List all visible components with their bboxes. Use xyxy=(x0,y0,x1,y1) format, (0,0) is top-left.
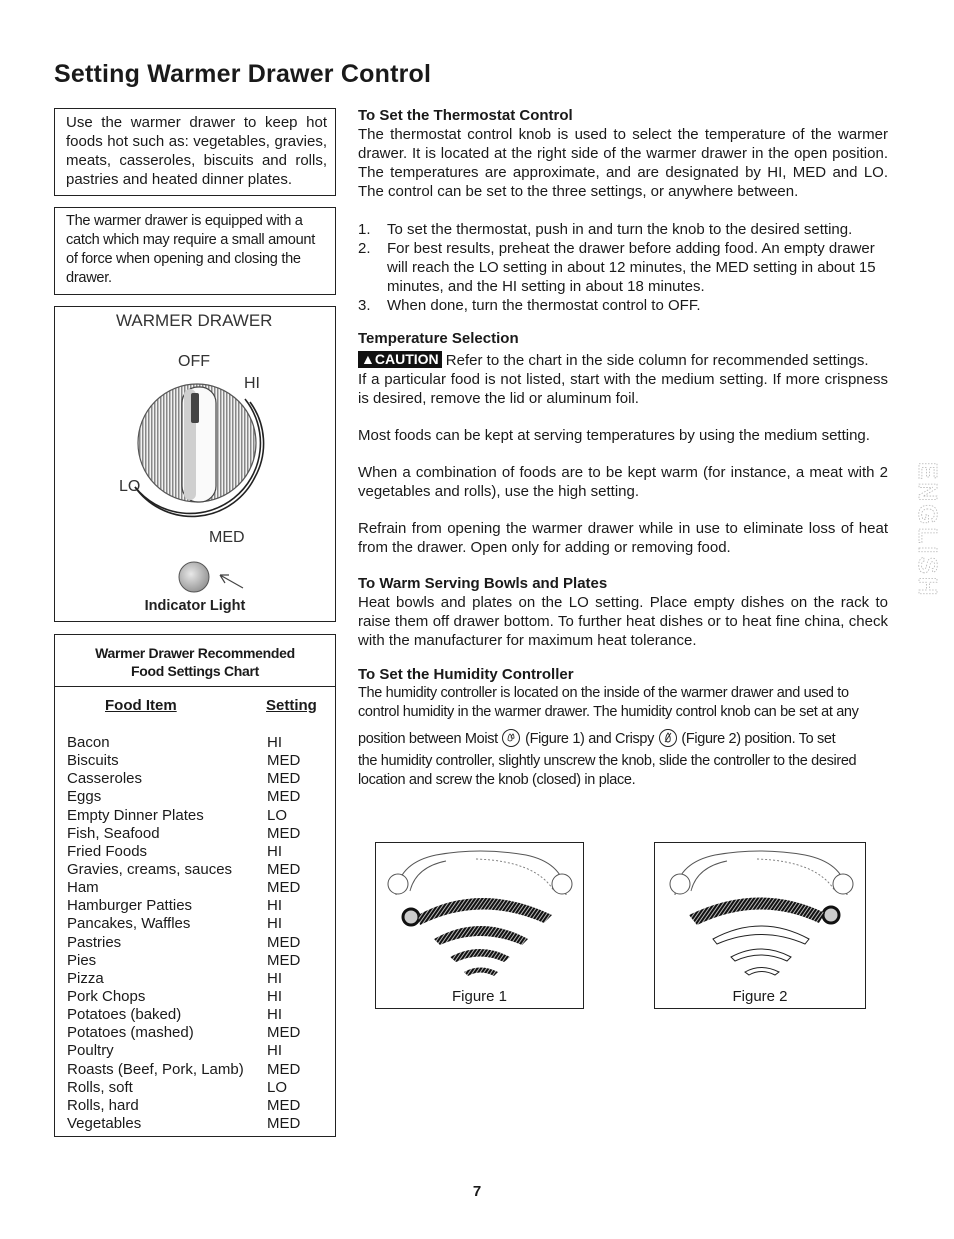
food-setting: MED xyxy=(267,1060,301,1078)
food-item: Vegetables xyxy=(67,1114,142,1132)
chart-title-line2: Food Settings Chart xyxy=(130,663,260,679)
food-row xyxy=(67,879,329,897)
step-item: 2. For best results, preheat the drawer before adding food. An empty drawer will reach the LO setting in about 12 minutes, the MED setting in about 15 minutes, and the HI setting in about 18 minutes. xyxy=(358,240,876,295)
temperature-heading: Temperature Selection xyxy=(358,330,519,347)
caution-badge: ▲CAUTION xyxy=(358,351,442,368)
food-item: Rolls, hard xyxy=(67,1096,139,1114)
med-label: MED xyxy=(209,529,245,546)
food-setting: MED xyxy=(267,752,301,770)
thermostat-body: The thermostat control knob is used to select the temperature of the warmer drawer. It is located at the right side of the warmer drawer in the open position. The temperatures are approximate, and are designated by HI, MED and LO. The control can be set to the three settings, or anywhere between. xyxy=(358,126,888,200)
humidity-position-line: position between Moist (Figure 1) and Crispy (Figure 2) position. To set xyxy=(358,728,888,749)
food-settings-chart xyxy=(54,634,336,1137)
setting-header: Setting xyxy=(266,697,317,714)
usage-note xyxy=(54,108,336,196)
food-item: Roasts (Beef, Pork, Lamb) xyxy=(67,1060,244,1078)
bowls-heading: To Warm Serving Bowls and Plates xyxy=(358,575,608,592)
figure-1-caption: Figure 1 xyxy=(451,988,508,1005)
temperature-p1: If a particular food is not listed, start with the medium setting. If more crispness is desired, remove the lid or aluminum foil. xyxy=(358,371,888,407)
page-number: 7 xyxy=(472,1183,482,1200)
food-row xyxy=(67,1079,329,1097)
page-title: Setting Warmer Drawer Control xyxy=(54,60,432,88)
food-item: Pork Chops xyxy=(67,987,146,1005)
food-item: Pizza xyxy=(67,969,104,987)
indicator-light-label: Indicator Light xyxy=(144,598,246,614)
thermostat-heading: To Set the Thermostat Control xyxy=(358,107,573,124)
caution-line: ▲CAUTION Refer to the chart in the side column for recommended settings. xyxy=(358,351,888,370)
food-row xyxy=(67,1097,329,1115)
food-row xyxy=(67,825,329,843)
bowls-body: Heat bowls and plates on the LO setting. Place empty dishes on the rack to raise them off drawer bottom. To further heat dishes or to heat fine china, check with the manufacturer for maximum heat tolerance. xyxy=(358,594,888,649)
food-row xyxy=(67,788,329,806)
food-setting: MED xyxy=(267,1096,301,1114)
usage-note-text: Use the warmer drawer to keep hot foods hot such as: vegetables, gravies, meats, casseroles, biscuits and rolls, pastries and heated dinner plates. xyxy=(66,114,327,188)
language-tab-text: ENGLISH xyxy=(913,462,943,599)
step-item: 3. When done, turn the thermostat control to OFF. xyxy=(358,297,701,314)
warmer-drawer-diagram xyxy=(54,306,336,622)
food-item: Casseroles xyxy=(67,770,143,788)
food-setting: HI xyxy=(267,987,282,1005)
humidity-body1: The humidity controller is located on the inside of the warmer drawer and used to control humidity in the warmer drawer. The humidity control knob can be set at any xyxy=(358,685,859,720)
food-item: Pastries xyxy=(67,933,122,951)
food-setting: MED xyxy=(267,1114,301,1132)
food-row xyxy=(67,1115,329,1133)
food-item: Gravies, creams, sauces xyxy=(67,860,233,878)
temperature-p3: When a combination of foods are to be kept warm (for instance, a meat with 2 vegetables and rolls), use the high setting. xyxy=(358,464,888,500)
chart-title-line1: Warmer Drawer Recommended xyxy=(95,645,295,661)
diagram-heading: WARMER DRAWER xyxy=(116,311,273,330)
food-row xyxy=(67,861,329,879)
food-row xyxy=(67,1042,329,1060)
language-tab xyxy=(893,452,943,599)
figure-2-caption: Figure 2 xyxy=(732,988,788,1005)
food-setting: HI xyxy=(267,897,282,915)
catch-note-text: The warmer drawer is equipped with a catch which may require a small amount of force when opening and closing the drawer. xyxy=(66,213,315,286)
food-row xyxy=(67,952,329,970)
food-item: Pancakes, Waffles xyxy=(67,915,191,933)
food-item: Fried Foods xyxy=(67,842,148,860)
food-row xyxy=(67,915,329,933)
humidity-heading: To Set the Humidity Controller xyxy=(358,666,574,683)
food-setting: LO xyxy=(267,1078,288,1096)
food-row xyxy=(67,934,329,952)
humidity-body2: the humidity controller, slightly unscrew the knob, slide the controller to the desired location and screw the knob (closed) in place. xyxy=(358,753,857,788)
food-item: Fish, Seafood xyxy=(67,824,160,842)
food-row xyxy=(67,843,329,861)
food-item: Biscuits xyxy=(67,752,119,770)
humidity-crispy-figure xyxy=(655,843,865,983)
food-row xyxy=(67,1006,329,1024)
food-item: Eggs xyxy=(67,788,102,806)
food-row xyxy=(67,1024,329,1042)
moist-icon xyxy=(501,728,521,748)
humidity-moist-figure xyxy=(376,843,583,983)
temperature-p4: Refrain from opening the warmer drawer while in use to eliminate loss of heat from the drawer. Open only for adding or removing food. xyxy=(358,520,888,556)
food-setting: MED xyxy=(267,1024,301,1042)
food-item: Hamburger Patties xyxy=(67,897,193,915)
food-setting: MED xyxy=(267,824,301,842)
food-setting: HI xyxy=(267,1006,282,1024)
thermostat-steps xyxy=(358,220,888,315)
thermostat-knob-icon xyxy=(55,307,335,621)
figure-1 xyxy=(375,842,584,1009)
chart-title xyxy=(55,635,335,687)
food-setting: HI xyxy=(267,842,282,860)
food-item: Potatoes (baked) xyxy=(67,1006,182,1024)
step-item: 1. To set the thermostat, push in and turn the knob to the desired setting. xyxy=(358,221,853,238)
food-row xyxy=(67,752,329,770)
lo-label: LO xyxy=(119,478,141,495)
food-item: Bacon xyxy=(67,734,110,751)
food-setting: MED xyxy=(267,879,301,897)
food-item: Poultry xyxy=(67,1042,114,1060)
temperature-p2: Most foods can be kept at serving temperatures by using the medium setting. xyxy=(358,427,870,444)
food-item-header: Food Item xyxy=(105,697,177,714)
food-setting: HI xyxy=(267,734,282,751)
food-setting: MED xyxy=(267,951,301,969)
food-setting: MED xyxy=(267,860,301,878)
food-item: Ham xyxy=(67,879,99,897)
food-item: Empty Dinner Plates xyxy=(67,806,204,824)
food-setting: HI xyxy=(267,969,282,987)
figure-2 xyxy=(654,842,866,1009)
food-item: Rolls, soft xyxy=(67,1078,133,1096)
food-rows xyxy=(67,734,329,1133)
food-row xyxy=(67,1061,329,1079)
off-label: OFF xyxy=(178,353,210,370)
food-row xyxy=(67,897,329,915)
food-row xyxy=(67,734,329,752)
food-row xyxy=(67,770,329,788)
food-row xyxy=(67,988,329,1006)
food-setting: HI xyxy=(267,1042,282,1060)
catch-note xyxy=(54,207,336,295)
food-setting: HI xyxy=(267,915,282,933)
crispy-icon xyxy=(658,728,678,748)
instructions-column xyxy=(358,106,888,790)
food-row xyxy=(67,807,329,825)
food-setting: MED xyxy=(267,788,301,806)
food-item: Potatoes (mashed) xyxy=(67,1024,194,1042)
hi-label: HI xyxy=(244,375,260,392)
food-setting: MED xyxy=(267,770,301,788)
food-row xyxy=(67,970,329,988)
food-item: Pies xyxy=(67,951,97,969)
food-setting: MED xyxy=(267,933,301,951)
food-setting: LO xyxy=(267,806,288,824)
